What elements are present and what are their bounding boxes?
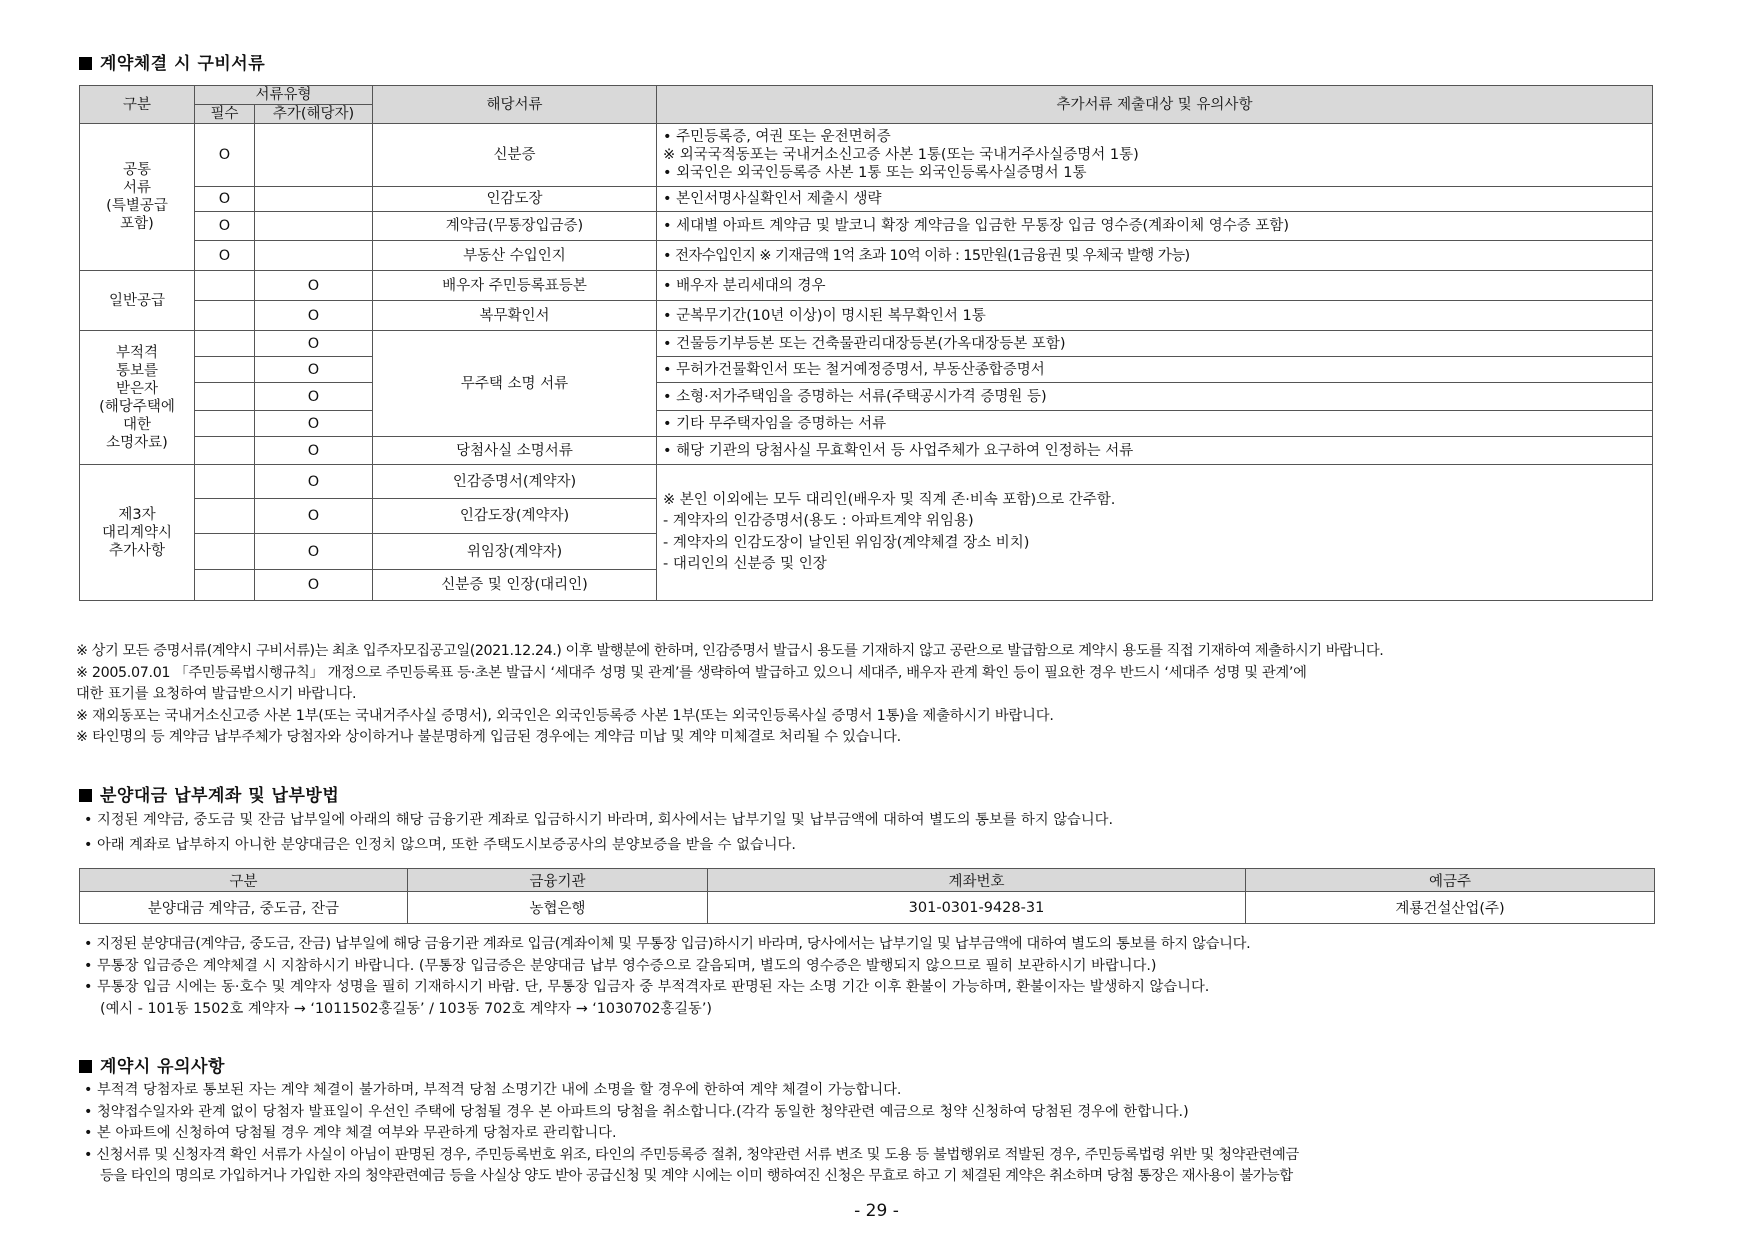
required-mark: O: [195, 241, 255, 271]
table-row: [80, 357, 1653, 383]
payment-bullets: [84, 810, 1113, 856]
bullet-line: • 아래 계좌로 납부하지 아니한 분양대금은 인정치 않으며, 또한 주택도시보증공사의 분양보증을 받을 수 없습니다.: [84, 836, 796, 853]
additional-mark: O: [255, 499, 373, 534]
table-row: [80, 411, 1653, 437]
acct-holder: 계룡건설산업(주): [1246, 892, 1655, 924]
bullet-line: • 지정된 분양대금(계약금, 중도금, 잔금) 납부일에 해당 금융기관 계좌로 입금(계좌이체 및 무통장 입금)하시기 바라며, 당사에서는 납부기일 및 납부금액에 대하여 별도의 통보를 하지 않습니다.: [84, 936, 1251, 952]
table-row: [80, 271, 1653, 301]
table-row: [80, 301, 1653, 331]
table-row: [80, 892, 1655, 924]
required-mark: O: [195, 212, 255, 241]
additional-mark: O: [255, 357, 373, 383]
table-row: [80, 124, 1653, 187]
bullet-line: • 지정된 계약금, 중도금 및 잔금 납부일에 아래의 해당 금융기관 계좌로 입금하시기 바라며, 회사에서는 납부기일 및 납부금액에 대하여 별도의 통보를 하지 않습니다.: [84, 812, 1114, 828]
doc-proxy: 신분증 및 인장(대리인): [373, 570, 657, 601]
acct-header: 구분: [80, 869, 408, 892]
notes-no-house: • 기타 무주택자임을 증명하는 서류: [657, 411, 1653, 437]
section-title-contract-notes: 계약시 유의사항: [79, 1052, 225, 1077]
additional-mark: O: [255, 331, 373, 357]
header-document: 해당서류: [373, 86, 657, 124]
table-row: [80, 465, 1653, 499]
notes-revenue-stamp: • 전자수입인지 ※ 기재금액 1억 초과 10억 이하 : 15만원(1금융권 및 우체국 발행 가능): [657, 241, 1653, 271]
table-row: [80, 437, 1653, 465]
table-row: [80, 212, 1653, 241]
acct-header: 계좌번호: [708, 869, 1246, 892]
section-title-payment: 분양대금 납부계좌 및 납부방법: [79, 781, 339, 806]
doc-spouse-registry: 배우자 주민등록표등본: [373, 271, 657, 301]
header-additional: 추가(해당자): [255, 105, 373, 124]
square-bullet-icon: [79, 57, 92, 70]
additional-mark: O: [255, 534, 373, 570]
note-line: ※ 타인명의 등 계약금 납부주체가 당첨자와 상이하거나 불분명하게 입금된 경우에는 계약금 미납 및 계약 미체결로 처리될 수 있습니다.: [76, 729, 901, 745]
group-ineligible: 부적격 통보를 받은자 (해당주택에 대한 소명자료): [80, 331, 195, 465]
doc-proxy: 인감증명서(계약자): [373, 465, 657, 499]
section-title-required-docs: 계약체결 시 구비서류: [79, 49, 265, 74]
bullet-line: • 무통장 입금 시에는 동·호수 및 계약자 성명을 필히 기재하시기 바람. 단, 무통장 입금자 중 부적격자로 판명된 자는 소명 기간 이후 환불이 가능하며, 환불이자는 발생하지 않습니다.: [84, 979, 1210, 995]
additional-mark: O: [255, 437, 373, 465]
additional-mark: O: [255, 301, 373, 331]
bullet-line: • 부적격 당첨자로 통보된 자는 계약 체결이 불가하며, 부적격 당첨 소명기간 내에 소명을 할 경우에 한하여 계약 체결이 가능합니다.: [84, 1082, 902, 1098]
additional-mark: O: [255, 271, 373, 301]
notes-no-house: • 무허가건물확인서 또는 철거예정증명서, 부동산종합증명서: [657, 357, 1653, 383]
doc-proxy: 인감도장(계약자): [373, 499, 657, 534]
square-bullet-icon: [79, 1060, 92, 1073]
payment-bullets-2: [84, 934, 1250, 1020]
group-common: 공통 서류 (특별공급 포함): [80, 124, 195, 271]
table-row: [80, 187, 1653, 212]
acct-header: 금융기관: [408, 869, 708, 892]
required-documents-table: [79, 85, 1653, 601]
notes-deposit: • 세대별 아파트 계약금 및 발코니 확장 계약금을 입금한 무통장 입금 영수증(계좌이체 영수증 포함): [657, 212, 1653, 241]
notes-spouse: • 배우자 분리세대의 경우: [657, 271, 1653, 301]
doc-no-house: 무주택 소명 서류: [373, 331, 657, 437]
notes-no-house: • 건물등기부등본 또는 건축물관리대장등본(가옥대장등본 포함): [657, 331, 1653, 357]
group-general: 일반공급: [80, 271, 195, 331]
additional-mark: O: [255, 411, 373, 437]
square-bullet-icon: [79, 789, 92, 802]
table-row: [80, 383, 1653, 411]
note-line: ※ 재외동포는 국내거소신고증 사본 1부(또는 국내거주사실 증명서), 외국인은 외국인등록증 사본 1부(또는 외국인등록사실 증명서 1통)을 제출하시기 바랍니다.: [76, 707, 1054, 724]
notes-id-card: • 주민등록증, 여권 또는 운전면허증 ※ 외국국적동포는 국내거소신고증 사본 1통(또는 국내거주사실증명서 1통) • 외국인은 외국인등록증 사본 1통 또는 외국인등록사실증명서 1통: [657, 124, 1653, 187]
doc-seal: 인감도장: [373, 187, 657, 212]
required-mark: O: [195, 124, 255, 187]
bullet-line: • 본 아파트에 신청하여 당첨될 경우 계약 체결 여부와 무관하게 당첨자로 관리합니다.: [84, 1125, 617, 1141]
group-proxy: 제3자 대리계약시 추가사항: [80, 465, 195, 601]
additional-mark: [255, 124, 373, 187]
doc-military: 복무확인서: [373, 301, 657, 331]
header-required: 필수: [195, 105, 255, 124]
account-table: [79, 868, 1655, 924]
additional-mark: O: [255, 465, 373, 499]
notes-proxy: ※ 본인 이외에는 모두 대리인(배우자 및 직계 존·비속 포함)으로 간주함. - 계약자의 인감증명서(용도 : 아파트계약 위임용) - 계약자의 인감도장이 날인된 위임장(계약체결 장소 비치) - 대리인의 신분증 및 인장: [657, 465, 1653, 601]
bullet-line: • 청약접수일자와 관계 없이 당첨자 발표일이 우선인 주택에 당첨될 경우 본 아파트의 당첨을 취소합니다.(각각 동일한 청약관련 예금으로 청약 신청하여 당첨된 경우에 한합니다.): [84, 1103, 1189, 1120]
header-doc-type: 서류유형: [195, 86, 373, 105]
required-mark: O: [195, 187, 255, 212]
additional-mark: O: [255, 383, 373, 411]
contract-bullets: [84, 1080, 1299, 1188]
notes-seal: • 본인서명사실확인서 제출시 생략: [657, 187, 1653, 212]
bullet-line: • 신청서류 및 신청자격 확인 서류가 사실이 아님이 판명된 경우, 주민등록번호 위조, 타인의 주민등록증 절취, 청약관련 서류 변조 및 도용 등 불법행위로 적발된 경우, 주민등록법령 위반 및 청약관련예금: [84, 1146, 1299, 1163]
additional-mark: O: [255, 570, 373, 601]
header-notes: 추가서류 제출대상 및 유의사항: [657, 86, 1653, 124]
header-gubun: 구분: [80, 86, 195, 124]
notes-military: • 군복무기간(10년 이상)이 명시된 복무확인서 1통: [657, 301, 1653, 331]
bullet-line: • 무통장 입금증은 계약체결 시 지참하시기 바랍니다. (무통장 입금증은 분양대금 납부 영수증으로 갈음되며, 별도의 영수증은 발행되지 않으므로 필히 보관하시기 바랍니다.): [84, 957, 1157, 974]
acct-bank: 농협은행: [408, 892, 708, 924]
doc-invalid-win: 당첨사실 소명서류: [373, 437, 657, 465]
notes-no-house: • 소형·저가주택임을 증명하는 서류(주택공시가격 증명원 등): [657, 383, 1653, 411]
acct-category: 분양대금 계약금, 중도금, 잔금: [80, 892, 408, 924]
bullet-line: 등을 타인의 명의로 가입하거나 가입한 자의 청약관련예금 등을 사실상 양도 받아 공급신청 및 계약 시에는 이미 행하여진 신청은 무효로 하고 기 체결된 계약은 취소하며 당첨 통장은 재사용이 불가능합: [100, 1168, 1293, 1184]
note-line: ※ 상기 모든 증명서류(계약시 구비서류)는 최초 입주자모집공고일(2021.12.24.) 이후 발행분에 한하며, 인감증명서 발급시 용도를 기재하지 않고 공란으로 발급함으로 계약시 용도를 직접 기재하여 제출하시기 바랍니다.: [76, 643, 1384, 659]
doc-proxy: 위임장(계약자): [373, 534, 657, 570]
doc-deposit: 계약금(무통장입금증): [373, 212, 657, 241]
doc-revenue-stamp: 부동산 수입인지: [373, 241, 657, 271]
note-line: 대한 표기를 요청하여 발급받으시기 바랍니다.: [76, 686, 357, 702]
acct-header: 예금주: [1246, 869, 1655, 892]
notes-block: [76, 641, 1383, 749]
bullet-line: (예시 - 101동 1502호 계약자 → ‘1011502홍길동’ / 103동 702호 계약자 → ‘1030702홍길동’): [100, 1000, 712, 1017]
table-row: [80, 241, 1653, 271]
page-number: - 29 -: [854, 1201, 899, 1221]
note-line: ※ 2005.07.01 「주민등록법시행규칙」 개정으로 주민등록표 등·초본 발급시 ‘세대주 성명 및 관계’를 생략하여 발급하고 있으니 세대주, 배우자 관계 확인 등이 필요한 경우 반드시 ‘세대주 성명 및 관계’에: [76, 664, 1307, 681]
notes-invalid-win: • 해당 기관의 당첨사실 무효확인서 등 사업주체가 요구하여 인정하는 서류: [657, 437, 1653, 465]
doc-id-card: 신분증: [373, 124, 657, 187]
acct-number: 301-0301-9428-31: [708, 892, 1246, 924]
table-row: [80, 331, 1653, 357]
